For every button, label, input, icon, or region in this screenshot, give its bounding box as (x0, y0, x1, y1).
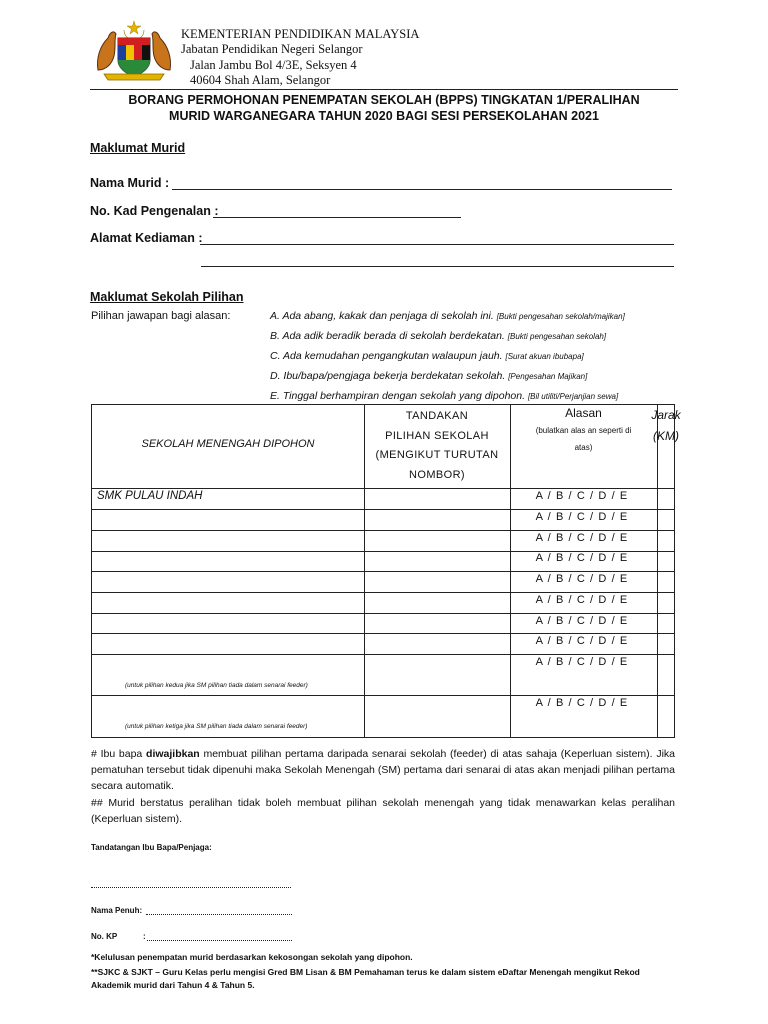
kp-colon: : (143, 932, 146, 941)
reason-choices-row5[interactable]: A / B / C / D / E (535, 573, 629, 585)
student-name-label: Nama Murid : (90, 176, 170, 190)
note-paragraph-1: # Ibu bapa diwajibkan membuat pilihan pertama daripada senarai sekolah (feeder) di atas sahaja (Keperluan sistem). Jika pematuhan tersebut tidak dipenuhi maka Sekolah Menengah (SM) pertama dari senarai di atas akan menjadi pilihan pertama secara automatik. (91, 748, 675, 792)
full-name-field[interactable] (146, 914, 292, 915)
reason-choices-row3[interactable]: A / B / C / D / E (535, 532, 629, 544)
kp-label: No. KP (91, 932, 118, 941)
reason-choices-row9[interactable]: A / B / C / D / E (535, 656, 629, 668)
reason-option-c: C. Ada kemudahan pengangkutan walaupun jauh. [Surat akuan ibubapa] (270, 350, 584, 362)
home-address-field-line2[interactable] (201, 266, 674, 267)
address-line2: 40604 Shah Alam, Selangor (190, 73, 331, 87)
ministry-name: KEMENTERIAN PENDIDIKAN MALAYSIA (181, 27, 420, 41)
student-info-heading: Maklumat Murid (90, 141, 186, 155)
reason-option-d: D. Ibu/bapa/pengjaga bekerja berdekatan sekolah. [Pengesahan Majikan] (270, 370, 588, 382)
header-rule (90, 89, 678, 90)
reason-choices-row7[interactable]: A / B / C / D / E (535, 615, 629, 627)
student-name-field[interactable] (172, 189, 672, 190)
home-address-label: Alamat Kediaman : (90, 231, 203, 245)
col-header-choice: TANDAKAN PILIHAN SEKOLAH (MENGIKUT TURUTAN NOMBOR) (375, 410, 499, 481)
kp-field[interactable] (147, 940, 292, 941)
home-address-field-line1[interactable] (200, 244, 674, 245)
reason-choices-row6[interactable]: A / B / C / D / E (535, 594, 629, 606)
reason-choices-row10[interactable]: A / B / C / D / E (535, 697, 629, 709)
col-header-distance-label: Jarak (KM) (651, 408, 681, 443)
form-title-line1: BORANG PERMOHONAN PENEMPATAN SEKOLAH (BPPS) TINGKATAN 1/PERALIHAN (128, 93, 640, 107)
second-choice-note: (untuk pilihan kedua jika SM pilihan tiada dalam senarai feeder) (125, 682, 308, 689)
footer-note-1: *Kelulusan penempatan murid berdasarkan kekosongan sekolah yang dipohon. (91, 952, 413, 962)
footer-note-2: **SJKC & SJKT – Guru Kelas perlu mengisi Gred BM Lisan & BM Pemahaman terus ke dalam sistem eDaftar Menengah mengikut Rekod (91, 967, 640, 977)
col-header-school: SEKOLAH MENENGAH DIPOHON (141, 438, 315, 450)
parent-signature-field[interactable] (91, 887, 291, 888)
ic-number-field[interactable] (213, 217, 461, 218)
col-header-reason: Alasan (bulatkan alas an seperti di atas) (535, 406, 632, 452)
crest-emblem-icon (94, 20, 174, 82)
third-choice-note: (untuk pilihan ketiga jika SM pilihan tiada dalam senarai feeder) (125, 723, 308, 730)
reason-option-e: E. Tinggal berhampiran dengan sekolah yang dipohon. [Bil utiliti/Perjanjian sewa] (270, 390, 619, 402)
form-title-line2: MURID WARGANEGARA TAHUN 2020 BAGI SESI PERSEKOLAHAN 2021 (169, 109, 599, 123)
reason-option-a: A. Ada abang, kakak dan penjaga di sekolah ini. [Bukti pengesahan sekolah/majikan] (270, 310, 625, 322)
reason-choices-row1[interactable]: A / B / C / D / E (535, 490, 629, 502)
note-paragraph-2: ## Murid berstatus peralihan tidak boleh membuat pilihan sekolah menengah yang tidak menawarkan kelas peralihan (Keperluan sistem). (91, 797, 675, 825)
reason-options-label: Pilihan jawapan bagi alasan: (91, 310, 231, 322)
department-name: Jabatan Pendidikan Negeri Selangor (181, 42, 363, 56)
reason-choices-row4[interactable]: A / B / C / D / E (535, 552, 629, 564)
full-name-label: Nama Penuh: (91, 906, 143, 915)
address-line1: Jalan Jambu Bol 4/3E, Seksyen 4 (190, 58, 357, 72)
reason-option-b: B. Ada adik beradik berada di sekolah berdekatan. [Bukti pengesahan sekolah] (270, 330, 607, 342)
footer-note-3: Akademik murid dari Tahun 4 & Tahun 5. (91, 980, 255, 990)
reason-choices-row8[interactable]: A / B / C / D / E (535, 635, 629, 647)
reason-choices-row2[interactable]: A / B / C / D / E (535, 511, 629, 523)
parent-signature-label: Tandatangan Ibu Bapa/Penjaga: (91, 843, 212, 852)
ic-number-label: No. Kad Pengenalan : (90, 204, 219, 218)
school-choice-heading: Maklumat Sekolah Pilihan (90, 290, 244, 304)
first-school-name: SMK PULAU INDAH (97, 490, 203, 502)
